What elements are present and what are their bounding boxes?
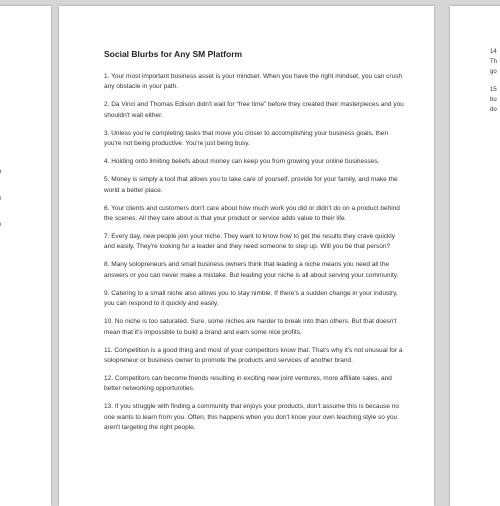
paragraph: 1. Your most important business asset is your mindset. When you have the right mindset, you can crush any obstacle in your path. <box>104 73 403 91</box>
paragraph: 2. Da Vinci and Thomas Edison didn't wait for “free time” before they created their masterpieces and you shouldn't wait either. <box>104 101 404 119</box>
right-page <box>450 6 500 506</box>
paragraph: 10. No niche is too saturated. Sure, some niches are harder to break into than others. But that doesn't mean that it's impossible to build a brand and earn some nice profits. <box>104 318 397 336</box>
page-text-fragment <box>0 196 1 202</box>
paragraph: 8. Many solopreneurs and small business owners think that leading a niche means you need all the answers or you can never make a mistake. But leading your niche is all about serving your community. <box>104 261 399 279</box>
page-text-fragment: 14 <box>490 49 497 55</box>
page-text-fragment <box>0 222 1 228</box>
paragraph: 4. Holding onto limiting beliefs about money can keep you from growing your online businesses. <box>104 158 380 166</box>
page-text-fragment: 15 <box>490 87 497 93</box>
page-text-fragment <box>0 169 1 175</box>
paragraph: 13. If you struggle with finding a community that enjoys your products, don't assume this is because no one wants to learn from you. Often, this happens when you don't know your own teaching style so you aren't targeting the right people. <box>104 403 399 432</box>
paragraph-list <box>104 72 404 441</box>
paragraph: 6. Your clients and customers don't care about how much work you did or didn't do on a product behind the scenes. All they care about is that your product or service adds value to their life. <box>104 204 400 223</box>
document-page[interactable] <box>59 6 434 506</box>
page-text-fragment: go <box>490 69 497 75</box>
paragraph: 3. Unless you're completing tasks that move you closer to accomplishing your business goals, then you're not being productive. You're just being busy. <box>104 129 389 148</box>
page-text-fragment: Th <box>490 59 498 65</box>
paragraph: 5. Money is simply a tool that allows you to take care of yourself, provide for your family, and make the world a better place. <box>104 176 398 194</box>
paragraph: 7. Every day, new people join your niche. They want to know how to get the results they crave quickly and easily. They're looking for a leader and they need someone to step up. Will you be that person? <box>104 233 395 251</box>
page-text-fragment: do <box>490 107 497 113</box>
paragraph: 12. Competitors can become friends resulting in exciting new joint ventures, more affiliate sales, and better networking opportunities. <box>104 375 392 393</box>
left-page <box>0 6 51 506</box>
paragraph: 11. Competition is a good thing and most of your competitors know that. That's why it's not unusual for a solopreneur or business owner to promote the products and services of another brand. <box>104 346 403 365</box>
paragraph: 9. Catering to a small niche also allows you to stay nimble. If there's a sudden change in your industry, you can respond to it quickly and easily. <box>104 289 398 308</box>
document-title: Social Blurbs for Any SM Platform <box>104 49 243 59</box>
page-text-fragment: bu <box>490 97 497 103</box>
